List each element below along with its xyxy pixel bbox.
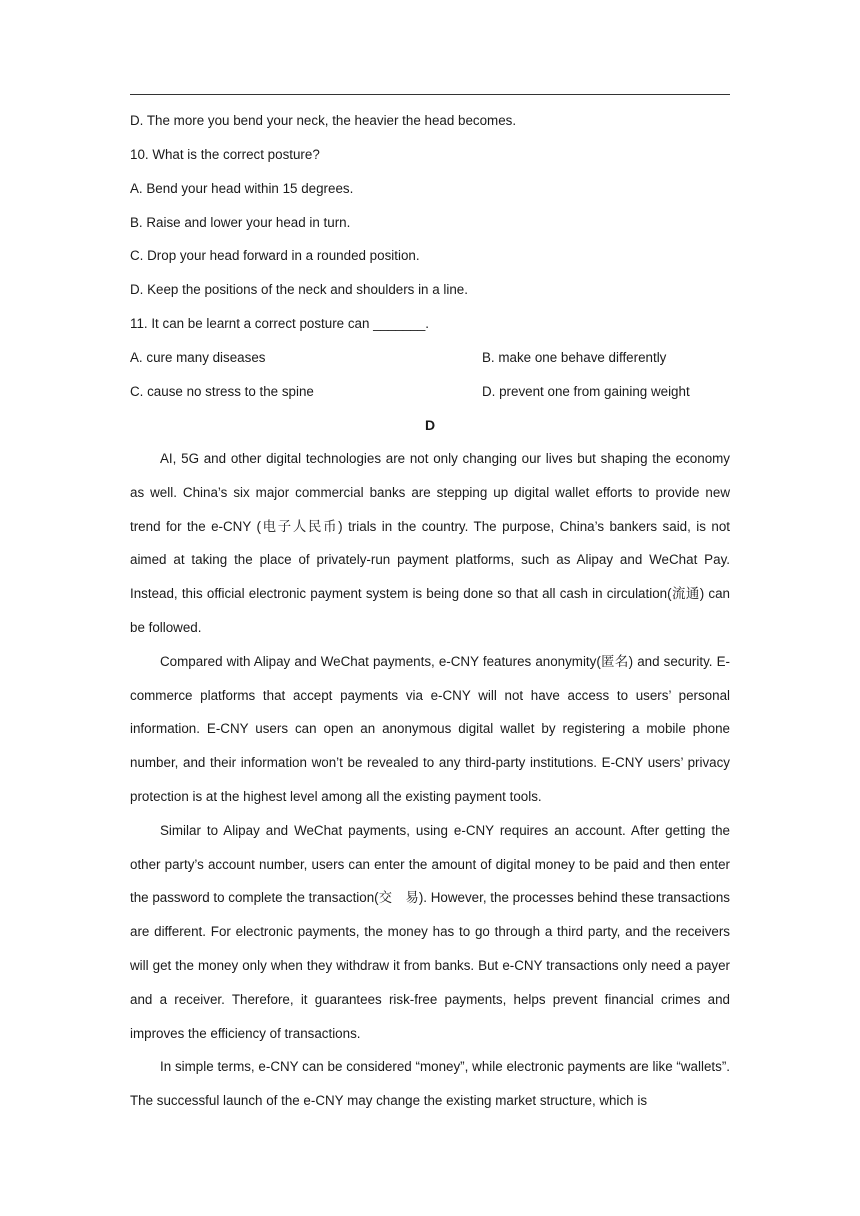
q11-option-a: A. cure many diseases xyxy=(130,350,266,365)
section-d-passage xyxy=(130,442,730,1118)
q11-option-b: B. make one behave differently xyxy=(482,350,667,365)
q11-option-d: D. prevent one from gaining weight xyxy=(482,384,690,399)
passage-paragraph-3: Similar to Alipay and WeChat payments, using e-CNY requires an account. After getting the other party’s account number, users can enter the amount of digital money to be paid and then enter the password to complete the transaction(交 易). However, the processes behind these transactions are different. For electronic payments, the money has to go through a third party, and the receivers will get the money only when they withdraw it from banks. But e-CNY transactions only need a payer and a receiver. Therefore, it guarantees risk-free payments, helps prevent financial crimes and improves the efficiency of transactions. xyxy=(130,822,730,1041)
q9-option-d: D. The more you bend your neck, the heavier the head becomes. xyxy=(130,113,517,128)
section-d-title: D xyxy=(424,417,436,433)
q10-option-d: D. Keep the positions of the neck and shoulders in a line. xyxy=(130,282,468,297)
q10-option-a: A. Bend your head within 15 degrees. xyxy=(130,181,354,196)
header-rule xyxy=(130,94,730,95)
passage-paragraph-1: AI, 5G and other digital technologies are not only changing our lives but shaping the economy as well. China’s six major commercial banks are stepping up digital wallet efforts to provide new trend for the e-CNY (电子人民币) trials in the country. The purpose, China’s bankers said, is not aimed at taking the place of privately-run payment platforms, such as Alipay and WeChat Pay. Instead, this official electronic payment system is being done so that all cash in circulation(流通) can be followed. xyxy=(130,451,730,635)
q10-option-b: B. Raise and lower your head in turn. xyxy=(130,215,351,230)
passage-paragraph-4: In simple terms, e-CNY can be considered “money”, while electronic payments are like “wallets”. The successful launch of the e-CNY may change the existing market structure, which is xyxy=(130,1059,730,1109)
q10-option-c: C. Drop your head forward in a rounded position. xyxy=(130,248,420,263)
q11-option-c: C. cause no stress to the spine xyxy=(130,384,314,399)
passage-paragraph-2: Compared with Alipay and WeChat payments, e-CNY features anonymity(匿名) and security. E-commerce platforms that accept payments via e-CNY will not have access to users’ personal information. E-CNY users can open an anonymous digital wallet by registering a mobile phone number, and their information won’t be revealed to any third-party institutions. E-CNY users’ privacy protection is at the highest level among all the existing payment tools. xyxy=(130,653,730,804)
q10-stem: 10. What is the correct posture? xyxy=(130,147,320,162)
q11-stem: 11. It can be learnt a correct posture can _______. xyxy=(130,316,430,331)
